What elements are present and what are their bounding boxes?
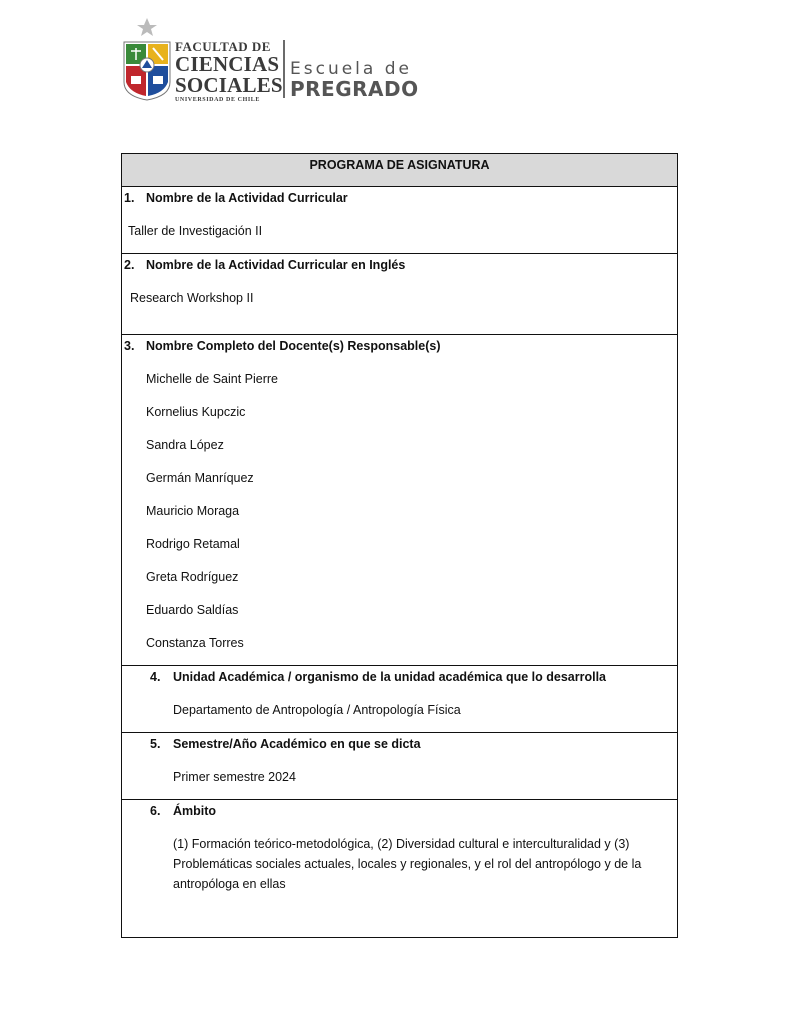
section-5-title <box>150 734 421 754</box>
faculty-line2: CIENCIAS <box>175 52 280 76</box>
faculty-logo <box>122 16 432 106</box>
section-1-title <box>124 188 348 208</box>
section-3-label: Nombre Completo del Docente(s) Responsable(s) <box>146 339 441 353</box>
section-1-label: Nombre de la Actividad Curricular <box>146 191 348 205</box>
section-1-number: 1. <box>124 191 135 205</box>
teacher-name: Sandra López <box>146 438 224 452</box>
faculty-line1: FACULTAD DE <box>175 39 271 54</box>
section-activity-name <box>122 187 677 254</box>
teacher-name: Michelle de Saint Pierre <box>146 372 279 386</box>
university-shield-icon <box>122 16 172 102</box>
section-6-number: 6. <box>150 804 161 818</box>
school-line2: PREGRADO <box>290 77 419 101</box>
teacher-name: Kornelius Kupczic <box>146 405 246 419</box>
section-1-value: Taller de Investigación II <box>128 224 263 238</box>
section-6-title <box>150 801 216 821</box>
faculty-line3: SOCIALES <box>175 73 283 97</box>
teacher-name: Greta Rodríguez <box>146 570 239 584</box>
section-5-label: Semestre/Año Académico en que se dicta <box>173 737 421 751</box>
teacher-name: Germán Manríquez <box>146 471 254 485</box>
teacher-name: Constanza Torres <box>146 636 244 650</box>
section-responsible-teachers <box>122 335 677 666</box>
university-name: UNIVERSIDAD DE CHILE <box>175 97 261 103</box>
teacher-name: Eduardo Saldías <box>146 603 239 617</box>
program-title: PROGRAMA DE ASIGNATURA <box>122 154 677 187</box>
section-5-value: Primer semestre 2024 <box>173 770 296 784</box>
section-6-label: Ámbito <box>173 804 217 818</box>
teacher-name: Rodrigo Retamal <box>146 537 240 551</box>
section-4-label: Unidad Académica / organismo de la unidad académica que lo desarrolla <box>173 670 607 684</box>
section-3-number: 3. <box>124 339 135 353</box>
section-semester <box>122 733 677 800</box>
section-2-value: Research Workshop II <box>130 291 254 305</box>
faculty-name <box>175 40 283 105</box>
logo-divider <box>283 40 285 98</box>
teacher-list <box>146 369 278 666</box>
section-4-title <box>150 667 606 687</box>
section-4-number: 4. <box>150 670 161 684</box>
section-2-label: Nombre de la Actividad Curricular en Inglés <box>146 258 406 272</box>
section-2-number: 2. <box>124 258 135 272</box>
section-5-number: 5. <box>150 737 161 751</box>
section-6-value: (1) Formación teórico-metodológica, (2) Diversidad cultural e interculturalidad y (3) Problemáticas sociales actuales, locales y regionales, y el rol del antropólogo y de la antropóloga en ellas <box>173 837 642 891</box>
program-table <box>121 153 678 938</box>
section-2-title <box>124 255 405 275</box>
school-line1: Escuela de <box>290 59 412 79</box>
teacher-name: Mauricio Moraga <box>146 504 240 518</box>
section-3-title <box>124 336 441 356</box>
section-academic-unit <box>122 666 677 733</box>
section-scope <box>122 800 677 937</box>
section-4-value: Departamento de Antropología / Antropología Física <box>173 703 461 717</box>
section-activity-name-english <box>122 254 677 335</box>
